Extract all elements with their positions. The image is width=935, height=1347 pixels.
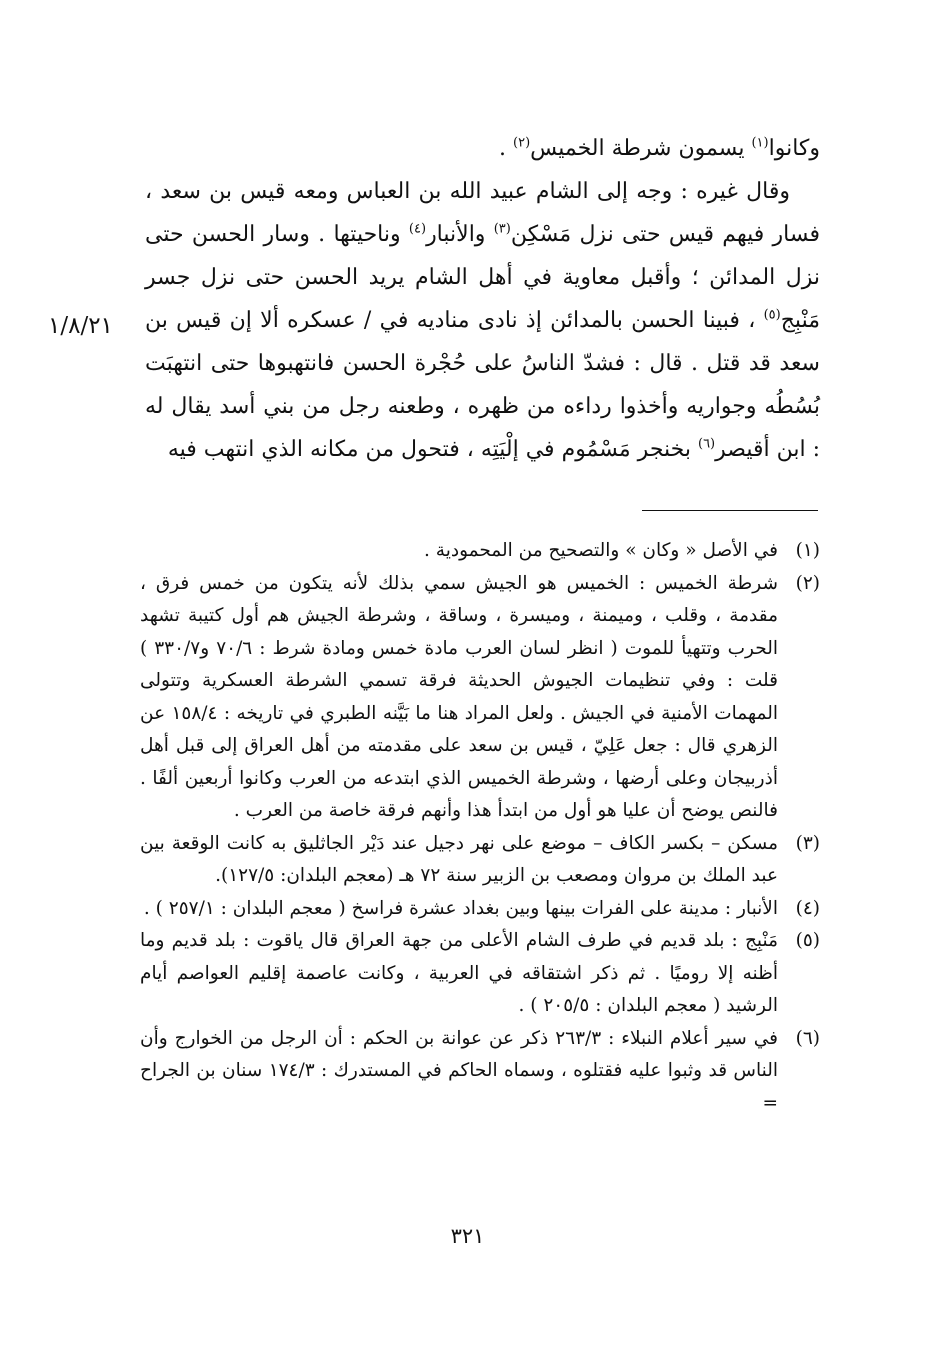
footnote-marker-1[interactable]: (١)	[751, 135, 769, 151]
text-run: وكانوا	[768, 136, 820, 161]
text-run: وقال غيره : وجه إلى الشام عبيد الله بن العباس ومعه قيس بن سعد ، فسار فيهم قيس حتى نزل مَسْكِن	[145, 179, 820, 247]
footnote-number: (٣)	[795, 832, 820, 854]
footnote-text: مَنْبِج : بلد قديم في طرف الشام الأعلى من جهة العراق قال ياقوت : بلد قديم وما أظنه إلا روميًا . ثم ذكر اشتقاقه في العربية ، وكانت عاصمة إقليم العواصم أيام الرشيد ( معجم البلدان : ٢٠٥/٥ ) .	[140, 930, 778, 1016]
footnote-6	[140, 1023, 820, 1121]
footnote-1	[140, 535, 820, 568]
footnote-4	[140, 893, 820, 926]
footnote-number: (٤)	[795, 897, 820, 919]
footnote-text: شرطة الخميس : الخميس هو الجيش سمي بذلك لأنه يتكون من خمس فرق ، مقدمة ، وقلب ، وميمنة ، وميسرة ، وساقة ، وشرطة الجيش هم أول كتيبة تشهد الحرب وتتهيأ للموت ( انظر لسان العرب مادة خمس ومادة شرط : ٧٠/٦ و٣٣٠/٧ ) قلت : وفي تنظيمات الجيوش الحديثة فرقة تسمي الشرطة العسكرية وتتولى المهمات الأمنية في الجيش . ولعل المراد هنا ما بَيَّنه الطبري في تاريخه : ١٥٨/٤ عن الزهري قال : جعل عَلِيّ ، قيس بن سعد على مقدمته من أهل العراق إلى قبل أهل أذربيجان وعلى أرضها ، وشرطة الخميس الذي ابتدعه من العرب وكانوا أربعين ألفًا . فالنص يوضح أن عليا هو أول من ابتدأ هذا وأنهم فرقة خاصة من العرب .	[140, 572, 778, 821]
text-run: ، فبينا الحسن بالمدائن إذ نادى مناديه في / عسكره ألا إن قيس بن سعد قد قتل . قال : فشدّ الناسُ على حُجْرة الحسن فانتهبوها حتى انتهبَت بُسُطُه وجواريه وأخذوا رداءه من ظهره ، وطعنه رجل من بني أسد يقال له : ابن أقيصر	[145, 308, 820, 462]
page-number: ٣٢١	[450, 1224, 485, 1248]
footnote-marker-2[interactable]: (٢)	[513, 135, 531, 151]
text-run: .	[499, 136, 514, 161]
footnote-text: مسكن – بكسر الكاف – موضع على نهر دجيل عند دَيْر الجاثليق به كانت الوقعة بين عبد الملك بن مروان ومصعب بن الزبير سنة ٧٢ هـ (معجم البلدان: ١٢٧/٥).	[140, 832, 778, 886]
footnotes-section	[140, 535, 820, 1120]
footnote-5	[140, 925, 820, 1023]
paragraph-2	[145, 170, 820, 471]
footnote-marker-4[interactable]: (٤)	[408, 221, 427, 237]
footnote-marker-3[interactable]: (٣)	[493, 221, 511, 237]
footnote-text: الأنبار : مدينة على الفرات بينها وبين بغداد عشرة فراسخ ( معجم البلدان : ٢٥٧/١ ) .	[143, 897, 778, 919]
footnote-text: في الأصل « وكان » والتصحيح من المحمودية .	[424, 540, 778, 561]
footnote-number: (١)	[795, 540, 820, 561]
footnote-separator	[642, 510, 818, 511]
margin-reference: ١/٨/٢١	[48, 313, 113, 339]
footnote-text: في سير أعلام النبلاء : ٢٦٣/٣ ذكر عن عوانة بن الحكم : أن الرجل من الخوارج وأن الناس قد وثبوا عليه فقتلوه ، وسماه الحاكم في المستدرك : ١٧٤/٣ سنان بن الجراح =	[140, 1027, 779, 1114]
text-run: وناحيتها . وسار الحسن حتى نزل المدائن ؛ وأقبل معاوية في أهل الشام يريد الحسن حتى نزل جسر مَنْبِج	[145, 222, 820, 333]
paragraph-1	[145, 127, 820, 170]
footnote-number: (٥)	[795, 930, 820, 951]
footnote-2	[140, 568, 820, 828]
footnote-marker-6[interactable]: (٦)	[697, 436, 716, 452]
main-text-block	[145, 127, 820, 471]
text-run: والأنبار	[426, 222, 494, 247]
footnote-3	[140, 828, 820, 893]
footnote-marker-5[interactable]: (٥)	[763, 307, 781, 323]
footnote-number: (٦)	[795, 1027, 820, 1049]
footnote-number: (٢)	[795, 572, 820, 594]
text-run: يسمون شرطة الخميس	[530, 136, 752, 161]
text-run: بخنجر مَسْمُوم في إلْيَتِه ، فتحول من مكانه الذي انتهب فيه	[167, 437, 698, 462]
